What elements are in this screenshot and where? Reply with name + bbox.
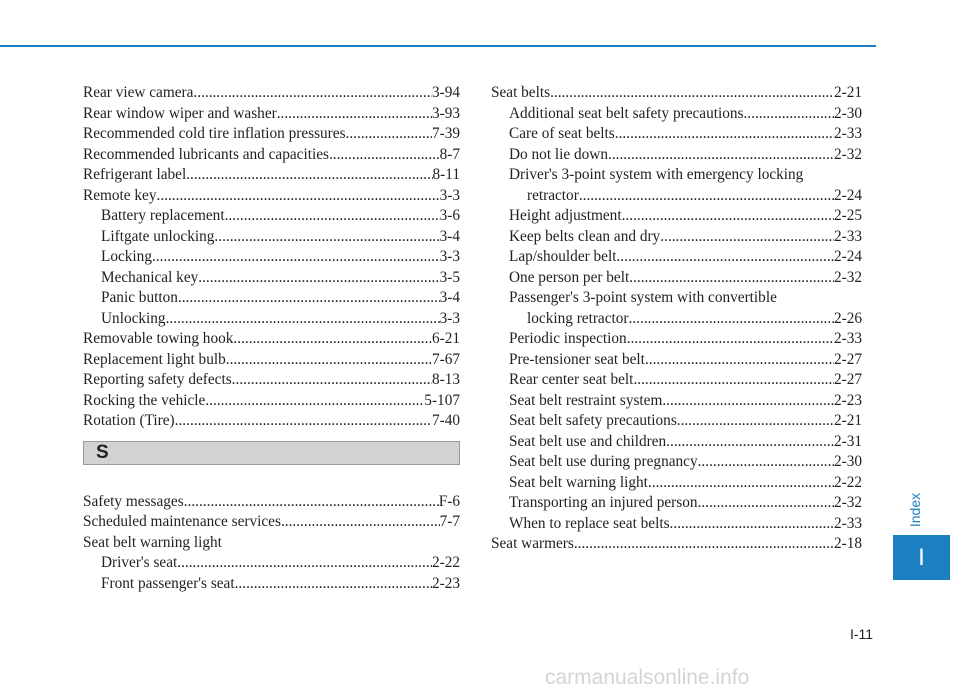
index-entry bbox=[491, 206, 862, 227]
entry-page: 2-27 bbox=[833, 371, 862, 388]
entry-name: Seat belts bbox=[491, 84, 551, 101]
entry-leader-dots bbox=[615, 124, 834, 145]
entry-name: Rear window wiper and washer bbox=[83, 104, 277, 122]
entry-page: 8-11 bbox=[432, 166, 460, 183]
entry-page: 3-4 bbox=[439, 289, 460, 306]
entry-name: Recommended cold tire inflation pressures bbox=[83, 125, 346, 142]
entry-leader-dots bbox=[232, 370, 432, 391]
entry-page: 3-93 bbox=[431, 104, 460, 122]
entry-name: Front passenger's seat bbox=[101, 574, 235, 592]
entry-name: Driver's seat bbox=[101, 554, 178, 571]
entry-name-line2: retractor bbox=[527, 186, 579, 204]
index-entry bbox=[83, 165, 460, 186]
entry-name: Rear view camera bbox=[83, 84, 194, 101]
entry-leader-dots bbox=[329, 145, 440, 166]
index-entry bbox=[83, 186, 460, 207]
index-entry bbox=[83, 124, 460, 145]
entry-name: Seat belt safety precautions bbox=[509, 412, 677, 429]
entry-leader-dots bbox=[152, 247, 440, 268]
entry-leader-dots bbox=[177, 553, 432, 574]
entry-page: 3-4 bbox=[439, 227, 460, 245]
entry-leader-dots bbox=[550, 83, 834, 104]
entry-page: 2-21 bbox=[833, 412, 862, 429]
entry-leader-dots bbox=[743, 104, 833, 125]
entry-leader-dots bbox=[346, 124, 432, 145]
index-entry bbox=[491, 247, 862, 268]
entry-page: 2-30 bbox=[833, 453, 862, 470]
entry-page: 7-39 bbox=[431, 125, 460, 142]
entry-leader-dots bbox=[574, 534, 834, 555]
entry-name: Scheduled maintenance services bbox=[83, 513, 281, 530]
entry-leader-dots bbox=[660, 227, 834, 248]
entry-page: 2-21 bbox=[833, 84, 862, 101]
entry-leader-dots bbox=[226, 350, 432, 371]
entry-page: 3-3 bbox=[439, 248, 460, 265]
entry-page: 2-24 bbox=[833, 248, 862, 265]
entry-name: Seat warmers bbox=[491, 535, 574, 552]
entry-name: Recommended lubricants and capacities bbox=[83, 145, 329, 163]
entry-page: 3-3 bbox=[439, 309, 460, 327]
index-entry bbox=[491, 124, 862, 145]
entry-name: Seat belt use and children bbox=[509, 432, 667, 450]
index-entry bbox=[491, 104, 862, 125]
entry-page: 2-25 bbox=[833, 207, 862, 224]
entry-leader-dots bbox=[670, 514, 834, 535]
entry-leader-dots bbox=[214, 227, 439, 248]
entry-page: 2-33 bbox=[833, 514, 862, 532]
entry-leader-dots bbox=[627, 329, 834, 350]
entry-page: 2-31 bbox=[833, 432, 862, 450]
entry-leader-dots bbox=[698, 452, 834, 473]
chapter-tab: I bbox=[893, 535, 950, 580]
entry-leader-dots bbox=[175, 411, 432, 432]
index-entry bbox=[83, 492, 460, 513]
entry-page: 2-23 bbox=[833, 391, 862, 409]
entry-leader-dots bbox=[157, 186, 440, 207]
entry-page: 2-33 bbox=[833, 227, 862, 245]
entry-name: Seat belt warning light bbox=[83, 533, 222, 551]
entry-leader-dots bbox=[186, 165, 432, 186]
entries-s bbox=[83, 492, 460, 533]
entry-page: 2-32 bbox=[833, 268, 862, 286]
index-entry bbox=[491, 411, 862, 432]
index-entry bbox=[83, 247, 460, 268]
entry-name: Replacement light bulb bbox=[83, 350, 226, 368]
entry-leader-dots bbox=[579, 186, 834, 207]
entry-leader-dots bbox=[629, 309, 834, 330]
index-entry bbox=[83, 288, 460, 309]
entry-page: 3-5 bbox=[439, 268, 460, 286]
entry-leader-dots bbox=[629, 268, 834, 289]
section-header-s: S bbox=[83, 441, 460, 465]
entry-page: 7-67 bbox=[431, 350, 460, 368]
entry-name: Periodic inspection bbox=[509, 330, 627, 347]
index-entry bbox=[491, 145, 862, 166]
entry-page: F-6 bbox=[438, 492, 460, 510]
entry-name: Height adjustment bbox=[509, 207, 622, 224]
entry-page: 2-32 bbox=[833, 145, 862, 163]
index-entry-seat-warmers bbox=[491, 534, 862, 555]
entry-page: 2-32 bbox=[833, 494, 862, 511]
entry-name: Remote key bbox=[83, 186, 157, 204]
index-entry-passenger-3-point-cont bbox=[491, 309, 862, 330]
entry-leader-dots bbox=[166, 309, 440, 330]
entry-page: 2-24 bbox=[833, 186, 862, 204]
entry-name: Safety messages bbox=[83, 492, 184, 510]
index-entry bbox=[83, 329, 460, 350]
entry-page: 7-7 bbox=[439, 513, 460, 530]
entry-name: Keep belts clean and dry bbox=[509, 227, 661, 245]
entry-page: 2-33 bbox=[833, 330, 862, 347]
entry-page: 2-33 bbox=[833, 125, 862, 142]
entry-name: Transporting an injured person bbox=[509, 494, 698, 511]
index-entry bbox=[83, 391, 460, 412]
entries-seat-belts-c bbox=[491, 329, 862, 534]
entries-seat-belts-a bbox=[491, 104, 862, 166]
entry-name: Reporting safety defects bbox=[83, 371, 232, 388]
side-tab-label bbox=[900, 490, 930, 530]
entry-page: 8-13 bbox=[431, 371, 460, 388]
index-entry bbox=[83, 411, 460, 432]
entry-name: Battery replacement bbox=[101, 207, 225, 224]
entry-leader-dots bbox=[666, 432, 834, 453]
index-entry bbox=[83, 512, 460, 533]
index-entry-driver-3-point bbox=[491, 165, 862, 186]
entry-leader-dots bbox=[616, 247, 833, 268]
index-column-right bbox=[491, 83, 862, 555]
entry-leader-dots bbox=[184, 492, 439, 513]
watermark: carmanualsonline.info bbox=[545, 666, 750, 689]
entry-leader-dots bbox=[205, 391, 424, 412]
entry-name: Seat belt restraint system bbox=[509, 391, 663, 409]
index-entry bbox=[83, 309, 460, 330]
index-entry-driver-3-point-cont bbox=[491, 186, 862, 207]
entry-name: Refrigerant label bbox=[83, 166, 187, 183]
index-entry bbox=[83, 350, 460, 371]
entry-name-line1: Driver's 3-point system with emergency locking bbox=[509, 166, 804, 183]
index-entry bbox=[491, 432, 862, 453]
entry-name: Pre-tensioner seat belt bbox=[509, 350, 645, 368]
entry-leader-dots bbox=[608, 145, 834, 166]
entry-page: 2-18 bbox=[833, 535, 862, 552]
index-entry-passenger-3-point bbox=[491, 288, 862, 309]
index-column-left bbox=[83, 83, 460, 594]
entry-page: 2-30 bbox=[833, 104, 862, 122]
index-entry bbox=[83, 553, 460, 574]
entry-leader-dots bbox=[677, 411, 834, 432]
index-entry bbox=[83, 227, 460, 248]
entry-page: 2-22 bbox=[833, 473, 862, 491]
entry-name: Mechanical key bbox=[101, 268, 199, 286]
entry-name-line2: locking retractor bbox=[527, 309, 629, 327]
entry-leader-dots bbox=[233, 329, 432, 350]
entry-leader-dots bbox=[648, 473, 834, 494]
entry-leader-dots bbox=[633, 370, 834, 391]
entry-name: Care of seat belts bbox=[509, 125, 615, 142]
entry-page: 6-21 bbox=[431, 330, 460, 347]
entry-page: 3-94 bbox=[431, 84, 460, 101]
entries-seat-belt-warning-light bbox=[83, 553, 460, 594]
entry-page: 8-7 bbox=[439, 145, 460, 163]
top-rule bbox=[0, 45, 876, 47]
index-entry bbox=[491, 493, 862, 514]
entry-page: 3-6 bbox=[439, 207, 460, 224]
index-entry bbox=[491, 514, 862, 535]
entry-leader-dots bbox=[178, 288, 440, 309]
entry-name: Rocking the vehicle bbox=[83, 391, 206, 409]
index-entry bbox=[491, 350, 862, 371]
index-entry-seat-belt-warning-light bbox=[83, 533, 460, 554]
index-entry bbox=[83, 145, 460, 166]
entry-name: Lap/shoulder belt bbox=[509, 248, 617, 265]
entry-name: Rear center seat belt bbox=[509, 371, 634, 388]
entry-name: Locking bbox=[101, 248, 152, 265]
index-entry-seat-belts bbox=[491, 83, 862, 104]
index-entry bbox=[491, 370, 862, 391]
entry-page: 3-3 bbox=[439, 186, 460, 204]
entry-leader-dots bbox=[645, 350, 834, 371]
entry-name: Liftgate unlocking bbox=[101, 227, 215, 245]
page-number: I-11 bbox=[850, 626, 874, 642]
entry-leader-dots bbox=[698, 493, 834, 514]
entry-page: 2-27 bbox=[833, 350, 862, 368]
entry-name: When to replace seat belts bbox=[509, 514, 670, 532]
entry-name: Removable towing hook bbox=[83, 330, 234, 347]
index-entry bbox=[491, 227, 862, 248]
index-entry bbox=[83, 574, 460, 595]
entry-leader-dots bbox=[281, 512, 440, 533]
entry-name-line1: Passenger's 3-point system with convertible bbox=[509, 289, 777, 306]
index-entry bbox=[491, 329, 862, 350]
index-entry bbox=[83, 104, 460, 125]
entry-page: 2-26 bbox=[833, 309, 862, 327]
entry-page: 5-107 bbox=[424, 391, 460, 409]
entry-name: Rotation (Tire) bbox=[83, 412, 175, 429]
index-entry bbox=[83, 206, 460, 227]
entry-leader-dots bbox=[277, 104, 432, 125]
index-entry bbox=[491, 473, 862, 494]
entry-leader-dots bbox=[193, 83, 432, 104]
side-tab-label-text: Index bbox=[907, 492, 923, 528]
entry-page: 2-23 bbox=[431, 574, 460, 592]
entry-name: Do not lie down bbox=[509, 145, 608, 163]
entry-leader-dots bbox=[622, 206, 834, 227]
entries-seat-belts-b bbox=[491, 206, 862, 288]
entry-leader-dots bbox=[198, 268, 439, 289]
index-entry bbox=[83, 268, 460, 289]
entry-name: Panic button bbox=[101, 289, 178, 306]
entry-page: 2-22 bbox=[431, 554, 460, 571]
entry-page: 7-40 bbox=[431, 412, 460, 429]
entry-name: Seat belt use during pregnancy bbox=[509, 453, 698, 470]
entry-leader-dots bbox=[235, 574, 432, 595]
entry-name: Additional seat belt safety precautions bbox=[509, 104, 744, 122]
entries-r bbox=[83, 83, 460, 432]
index-entry bbox=[83, 83, 460, 104]
index-entry bbox=[491, 268, 862, 289]
index-entry bbox=[83, 370, 460, 391]
entry-name: Unlocking bbox=[101, 309, 166, 327]
entry-name: One person per belt bbox=[509, 268, 630, 286]
index-entry bbox=[491, 452, 862, 473]
entry-leader-dots bbox=[662, 391, 834, 412]
index-entry bbox=[491, 391, 862, 412]
entry-leader-dots bbox=[225, 206, 440, 227]
entry-name: Seat belt warning light bbox=[509, 473, 648, 491]
